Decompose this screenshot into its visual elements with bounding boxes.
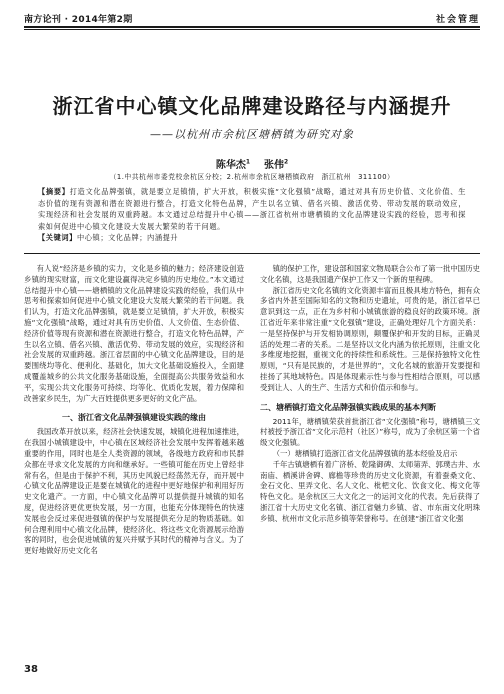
running-header — [24, 10, 480, 26]
author-2: 张伟 — [263, 160, 284, 171]
paragraph: 镇的保护工作，建设部和国家文物局联合公布了第一批中国历史文化名镇，这是我国遗产保护工作又一个新的里程碑。 — [260, 264, 480, 284]
journal-issue: 南方论刊 · 2014年第2期 — [24, 15, 133, 25]
keywords — [38, 232, 466, 244]
paragraph: 有人说“经济是乡镇的实力，文化是乡镇的魅力；经济建设创造乡镇的现实财富，而文化建设赢得决定乡镇的历史地位。”本文通过总结提升中心镇——塘栖镇的文化品牌建设实践的经验，我们从中思考和探索如何促进中心镇文化建设大发展大繁荣的若干问题。我们认为，打造文化品牌强镇，就是要立足镇情，扩大开放，积极实施“文化强镇”战略，通过对具有历史价值、人文价值、生态价值、经济价值等现有资源和潜在资源进行整合，打造文化特色品牌，产生以名立镇、借名兴镇、激活优势、带动发展的效应，实现经济和社会发展的双重跨越。浙江省层面的中心镇文化品牌建设，目的是要围绕均等化、便利化、基础化，加大文化基础设施投入，全面建成覆盖城乡的公共文化服务基础设施，全面提高公共服务效益和水平，实现公共文化服务可持续、均等化、优质化发展，着力保障和改善家乡民生，为广大百姓提供更多更好的文化产品。 — [24, 264, 244, 403]
article-title: 浙江省中心镇文化品牌建设路径与内涵提升 — [52, 94, 452, 118]
abstract-label: 【摘要】 — [38, 187, 70, 196]
header-rule-thin — [24, 29, 480, 30]
article-subtitle: ——以杭州市余杭区塘栖镇为研究对象 — [150, 128, 354, 141]
paragraph: （一）塘栖镇打造浙江省文化品牌强镇的基本经验及启示 — [272, 448, 458, 458]
affiliation: （1.中共杭州市委党校余杭区分校；2.杭州市余杭区塘栖镇政府 浙江杭州 311100） — [109, 173, 395, 181]
author-line — [24, 156, 480, 171]
abstract-text: 打造文化品牌强镇，就是要立足镇情，扩大开放，积极实施“文化强镇”战略，通过对具有历史价值、文化价值、生态价值的现有资源和潜在资源进行整合，打造文化特色品牌，产生以名立镇、借名兴镇、激活优势、带动发展的联动效应，实现经济和社会发展的双重跨越。本文通过总结提升中心镇——浙江省杭州市塘栖镇的文化品牌建设实践的经验，思考和探索如何促进中心镇文化建设大发展大繁荣的若干问题。 — [38, 187, 466, 231]
keywords-text: 中心镇；文化品牌；内涵提升 — [76, 233, 179, 242]
page-number: 38 — [24, 664, 38, 675]
keywords-label: 【关键词】 — [38, 233, 77, 242]
paragraph: 我国改革开放以来，经济社会快速发展，城镇化进程加速推进，在我国小城镇建设中，中心镇在区域经济社会发展中发挥着越来越重要的作用，同时也是全人类资源的领域，各级地方政府和市民群众都在寻求文化发展的方向和继承好。一些镇可能在历史上曾经非常有名，但是由于保护不利，其历史风貌已经荡然无存，而开展中心镇文化品牌建设正是要在城镇化的进程中更好地保护和利用好历史文化遗产。一方面，中心镇文化品牌可以提供提升城镇的知名度，促进经济更优更快发展，另一方面，也能充分体现特色的快速发展也会反过来促进强镇的保护与发展提供充分足的物质基础。如何合理利用中心镇文化品牌，使经济化、将这些文化资源展示给游客的同时，也会促进城镇的复兴并赋予其时代的精神与含义。为了更好地做好历史文化名 — [24, 427, 244, 556]
author-1: 陈华杰 — [215, 160, 246, 171]
abstract-block — [38, 186, 466, 244]
author-2-sup: 2 — [283, 158, 289, 166]
right-column — [260, 264, 480, 525]
header-rule-thick — [24, 26, 480, 28]
abstract-rule — [24, 253, 480, 254]
left-column — [24, 264, 244, 557]
paragraph: 千年古镇塘栖有着广济桥、乾隆御碑、太师第弄、郭璞古井、水南庙、栖溪讲舍碑、廊檐等珍贵的历史文化资源，有着蚕桑文化、金石文化、里弄文化、名人文化、枇杷文化、饮食文化、梅文化等特色文化。是余杭区三大文化之一的运河文化的代表。先后获得了浙江省十大历史文化名镇、浙江省魅力乡镇、省、市东南文化明珠乡镇、杭州市文化示范乡镇等荣誉称号。在创建“浙江省文化强 — [260, 459, 480, 523]
section-name: 社会管理 — [435, 15, 480, 25]
author-1-sup: 1 — [245, 158, 251, 166]
paragraph: 浙江省历史文化名镇的文化资源丰富而且极具地方特色，拥有众多省内外甚至国际知名的文物和历史遗址，可贵的是，浙江省早已意识到这一点，正在为乡村和小城镇旅游的稳良好的政策环境。浙江省近年来非常注重“文化强镇”建设，正确处理好几个方面关系：一是坚持保护与开发相协调原则，颠覆保护和开发的目标，正确灵活的处理二者的关系。二是坚持以文化内涵为依托原则，注重文化多维度地挖掘，重视文化的持续性和系统性。三是保持独特文化性原则，“只有是民族的，才是世界的”，文化名城的旅游开发要提和挂扬了其地域特色。四是体现素示性与参与性相结合原则，可以感受到让人、人的生产、生活方式和价值示和参与。 — [260, 285, 480, 392]
section-heading: 一、浙江省文化品牌强镇建设实践的缘由 — [62, 413, 206, 423]
section-heading: 二、塘栖镇打造文化品牌强镇实践成果的基本判断 — [260, 402, 436, 412]
paragraph: 2011年，塘栖镇荣获首批浙江省“文化强镇”称号，塘栖镇三文村被授予浙江省“文化示范村（社区）”称号，成为了余杭区第一个省级文化强镇。 — [260, 416, 480, 448]
abstract — [38, 186, 466, 232]
